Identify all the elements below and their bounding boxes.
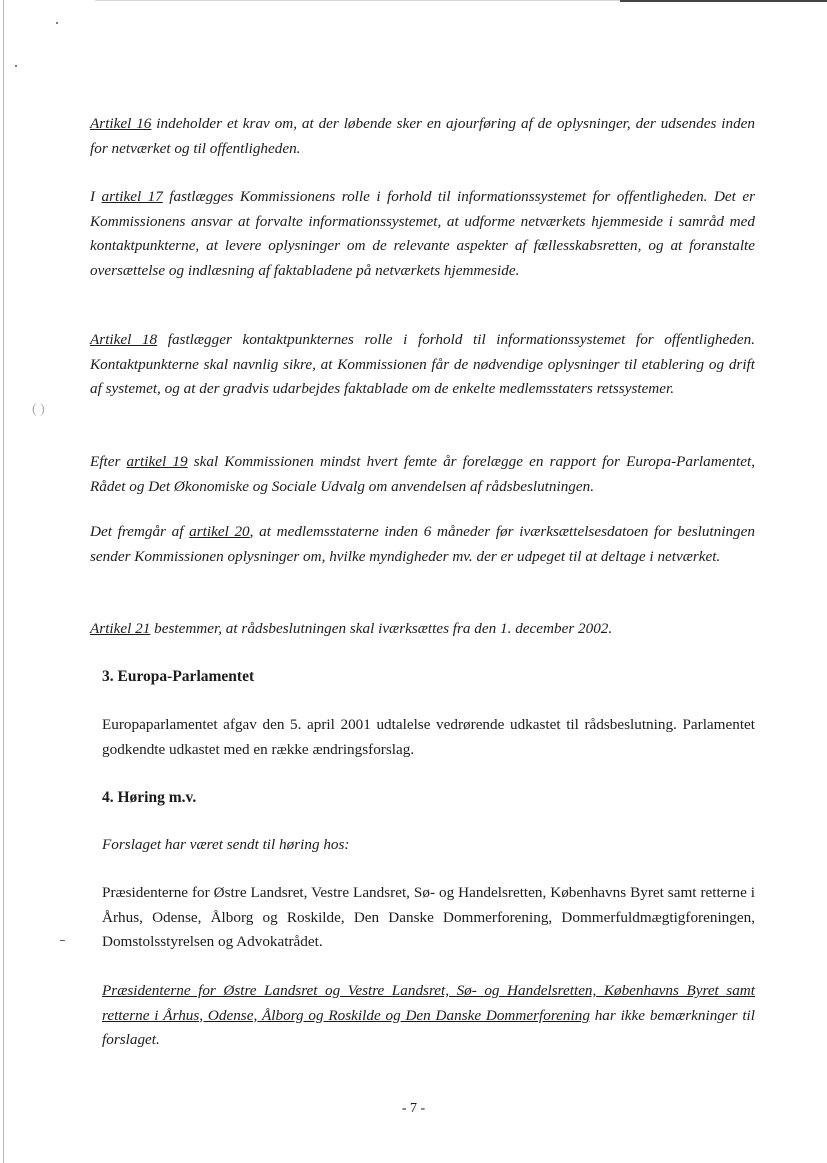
- hearing-response-text: har ikke bemærkninger til forslaget.: [102, 1006, 755, 1048]
- scan-speck: [56, 22, 58, 24]
- hearing-response: [102, 979, 755, 1053]
- paragraph-text: I: [90, 188, 102, 205]
- paragraph-artikel-18: [90, 328, 755, 402]
- scan-edge-left: [3, 0, 4, 1163]
- paragraph-text: skal Kommissionen mindst hvert femte år forelægge en rapport for Europa-Parlamentet, Rådet og Det Økonomiske og Sociale Udvalg om anvendelsen af rådsbeslutningen.: [90, 453, 756, 495]
- article-reference: Artikel 16: [90, 115, 152, 132]
- hearing-list: Præsidenterne for Østre Landsret, Vestre Landsret, Sø- og Handelsretten, Københavns Byret samt retterne i Århus, Odense, Ålborg og Roskilde, Den Danske Dommerforening, Dommerfuldmægtigforeningen, Domstolsstyrelsen og Advokatrådet.: [102, 884, 755, 950]
- paragraph-artikel-17: [90, 185, 755, 283]
- article-reference: artikel 19: [126, 453, 188, 470]
- article-reference: Artikel 18: [90, 331, 158, 348]
- paragraph-text: fastlægger kontaktpunkternes rolle i forhold til informationssystemet for offentligheden. Kontaktpunkterne skal navnlig sikre, at Kommissionen får de nødvendige oplysninger til etablering og drift af systemet, og at der gradvis udarbejdes faktablade om de enkelte medlemsstaters retssystemer.: [90, 331, 755, 397]
- hearing-intro: Forslaget har været sendt til høring hos:: [102, 836, 350, 853]
- paragraph-text: bestemmer, at rådsbeslutningen skal iværksættes fra den 1. december 2002.: [150, 620, 613, 637]
- article-reference: artikel 17: [101, 188, 163, 205]
- scan-edge-top-dark: [620, 0, 827, 2]
- page-number: - 7 -: [401, 1101, 426, 1116]
- section-3-body: Europaparlamentet afgav den 5. april 2001 udtalelse vedrørende udkastet til rådsbeslutning. Parlamentet godkendte udkastet med en række ændringsforslag.: [102, 716, 755, 758]
- paragraph-text: , at medlemsstaterne inden 6 måneder før iværksættelsesdatoen for beslutningen sender Kommissionen oplysninger om, hvilke myndigheder mv. der er udpeget til at deltage i netværket.: [90, 523, 755, 565]
- paragraph-artikel-19: [90, 450, 755, 499]
- article-reference: Artikel 21: [90, 620, 151, 637]
- hearing-response-parties: Præsidenterne for Østre Landsret og Vestre Landsret, Sø- og Handelsretten, Københavns Byret samt retterne i Århus, Odense, Ålborg og Roskilde og Den Danske Dommerforening: [102, 982, 755, 1024]
- section-heading-hoering: 4. Høring m.v.: [102, 789, 197, 806]
- scan-speck: [60, 940, 65, 941]
- article-reference: artikel 20: [189, 523, 250, 540]
- paragraph-text: fastlægges Kommissionens rolle i forhold til informationssystemet for offentligheden. Det er Kommissionens ansvar at forvalte informationssystemet, at udforme netværkets hjemmeside i samråd med kontaktpunkterne, at levere oplysninger om de relevante aspekter af fællesskabsretten, og at foranstalte oversættelse og indlæsning af faktabladene på netværkets hjemmeside.: [90, 188, 755, 279]
- paragraph-artikel-21: [90, 617, 755, 642]
- scan-mark: ( ): [32, 402, 45, 417]
- scan-speck: [15, 65, 17, 67]
- paragraph-artikel-20: [90, 520, 755, 569]
- paragraph-text: Det fremgår af: [90, 523, 190, 540]
- section-heading-europa-parlamentet: 3. Europa-Parlamentet: [102, 668, 255, 685]
- paragraph-text: indeholder et krav om, at der løbende sker en ajourføring af de oplysninger, der udsendes inden for netværket og til offentligheden.: [90, 115, 756, 157]
- paragraph-artikel-16: [90, 112, 755, 161]
- paragraph-text: Efter: [90, 453, 127, 470]
